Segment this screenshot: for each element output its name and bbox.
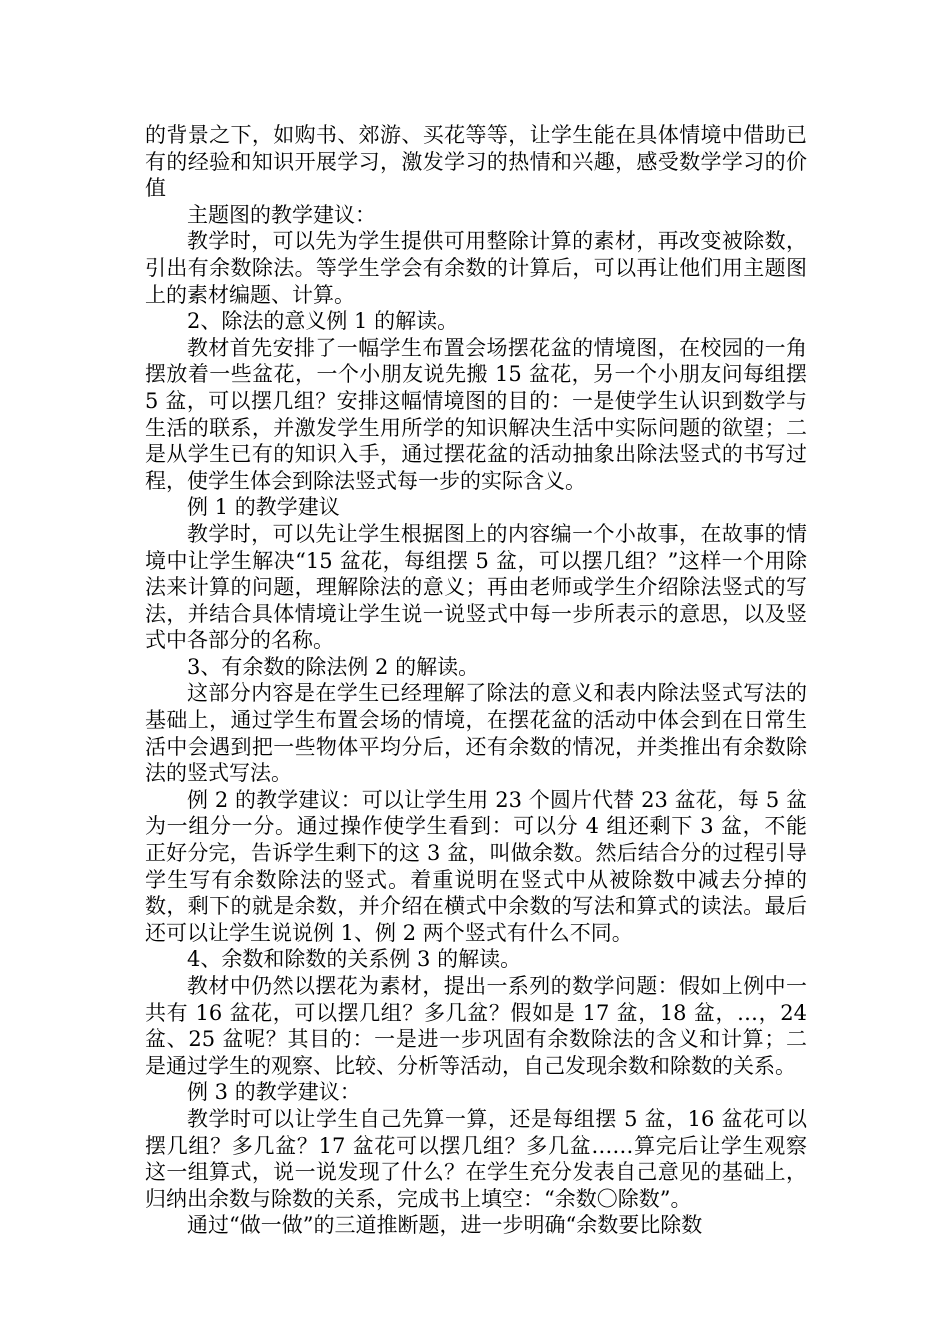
paragraph-example-3-reading: 教材中仍然以摆花为素材，提出一系列的数学问题：假如上例中一共有 16 盆花，可以摆几组？多几盆？假如是 17 盆，18 盆，…，24 盆、25 盆呢？其目的：一是进一步巩固有余数除法的含义和计算；二是通过学生的观察、比较、分析等活动，自己发现余数和除数的关系。 [145, 974, 807, 1078]
paragraph-example-1-suggestion: 教学时，可以先让学生根据图上的内容编一个小故事，在故事的情境中让学生解决“15 盆花，每组摆 5 盆，可以摆几组？”这样一个用除法来计算的问题，理解除法的意义；再由老师或学生介绍除法竖式的写法，并结合具体情境让学生说一说竖式中每一步所表示的意思，以及竖式中各部分的名称。 [145, 521, 807, 653]
paragraph-example-1-reading: 教材首先安排了一幅学生布置会场摆花盆的情境图，在校园的一角摆放着一些盆花，一个小朋友说先搬 15 盆花，另一个小朋友问每组摆 5 盆，可以摆几组？安排这幅情境图的目的：一是使学生认识到数学与生活的联系，并激发学生用所学的知识解决生活中实际问题的欲望；二是从学生已有的知识入手，通过摆花盆的活动抽象出除法竖式的书写过程，使学生体会到除法竖式每一步的实际含义。 [145, 335, 807, 493]
paragraph-example-2-reading: 这部分内容是在学生已经理解了除法的意义和表内除法竖式写法的基础上，通过学生布置会场的情境，在摆花盆的活动中体会到在日常生活中会遇到把一些物体平均分后，还有余数的情况，并类推出有余数除法的竖式写法。 [145, 681, 807, 786]
paragraph-theme-suggestion: 教学时，可以先为学生提供可用整除计算的素材，再改变被除数，引出有余数除法。等学生学会有余数的计算后，可以再让他们用主题图上的素材编题、计算。 [145, 229, 807, 307]
paragraph-practice-intro: 通过“做一做”的三道推断题，进一步明确“余数要比除数 [187, 1213, 703, 1238]
paragraph-example-3-suggestion: 教学时可以让学生自己先算一算，还是每组摆 5 盆，16 盆花可以摆几组？多几盆？17 盆花可以摆几组？多几盆……算完后让学生观察这一组算式，说一说发现了什么？在学生充分发表自己意见的基础上，归纳出余数与除数的关系，完成书上填空：“余数〇除数”。 [145, 1106, 807, 1211]
paragraph-intro-continuation: 的背景之下，如购书、郊游、买花等等，让学生能在具体情境中借助已有的经验和知识开展学习，激发学习的热情和兴趣，感受数学学习的价值 [145, 123, 807, 201]
heading-theme-suggestion: 主题图的教学建议： [187, 202, 376, 227]
heading-example-3-suggestion: 例 3 的教学建议： [187, 1080, 361, 1105]
heading-section-4: 4、余数和除数的关系例 3 的解读。 [187, 947, 522, 972]
heading-section-3: 3、有余数的除法例 2 的解读。 [187, 654, 480, 679]
document-page [145, 122, 807, 1239]
paragraph-example-2-suggestion: 例 2 的教学建议：可以让学生用 23 个圆片代替 23 盆花，每 5 盆为一组分一分。通过操作使学生看到：可以分 4 组还剩下 3 盆，不能正好分完，告诉学生剩下的这 3 盆，叫做余数。然后结合分的过程引导学生写有余数除法的竖式。着重说明在竖式中从被除数中减去分掉的数，剩下的就是余数，并介绍在横式中余数的写法和算式的读法。最后还可以让学生说说例 1、例 2 两个竖式有什么不同。 [145, 787, 807, 945]
heading-section-2: 2、除法的意义例 1 的解读。 [187, 309, 459, 334]
heading-example-1-suggestion: 例 1 的教学建议 [187, 495, 340, 520]
